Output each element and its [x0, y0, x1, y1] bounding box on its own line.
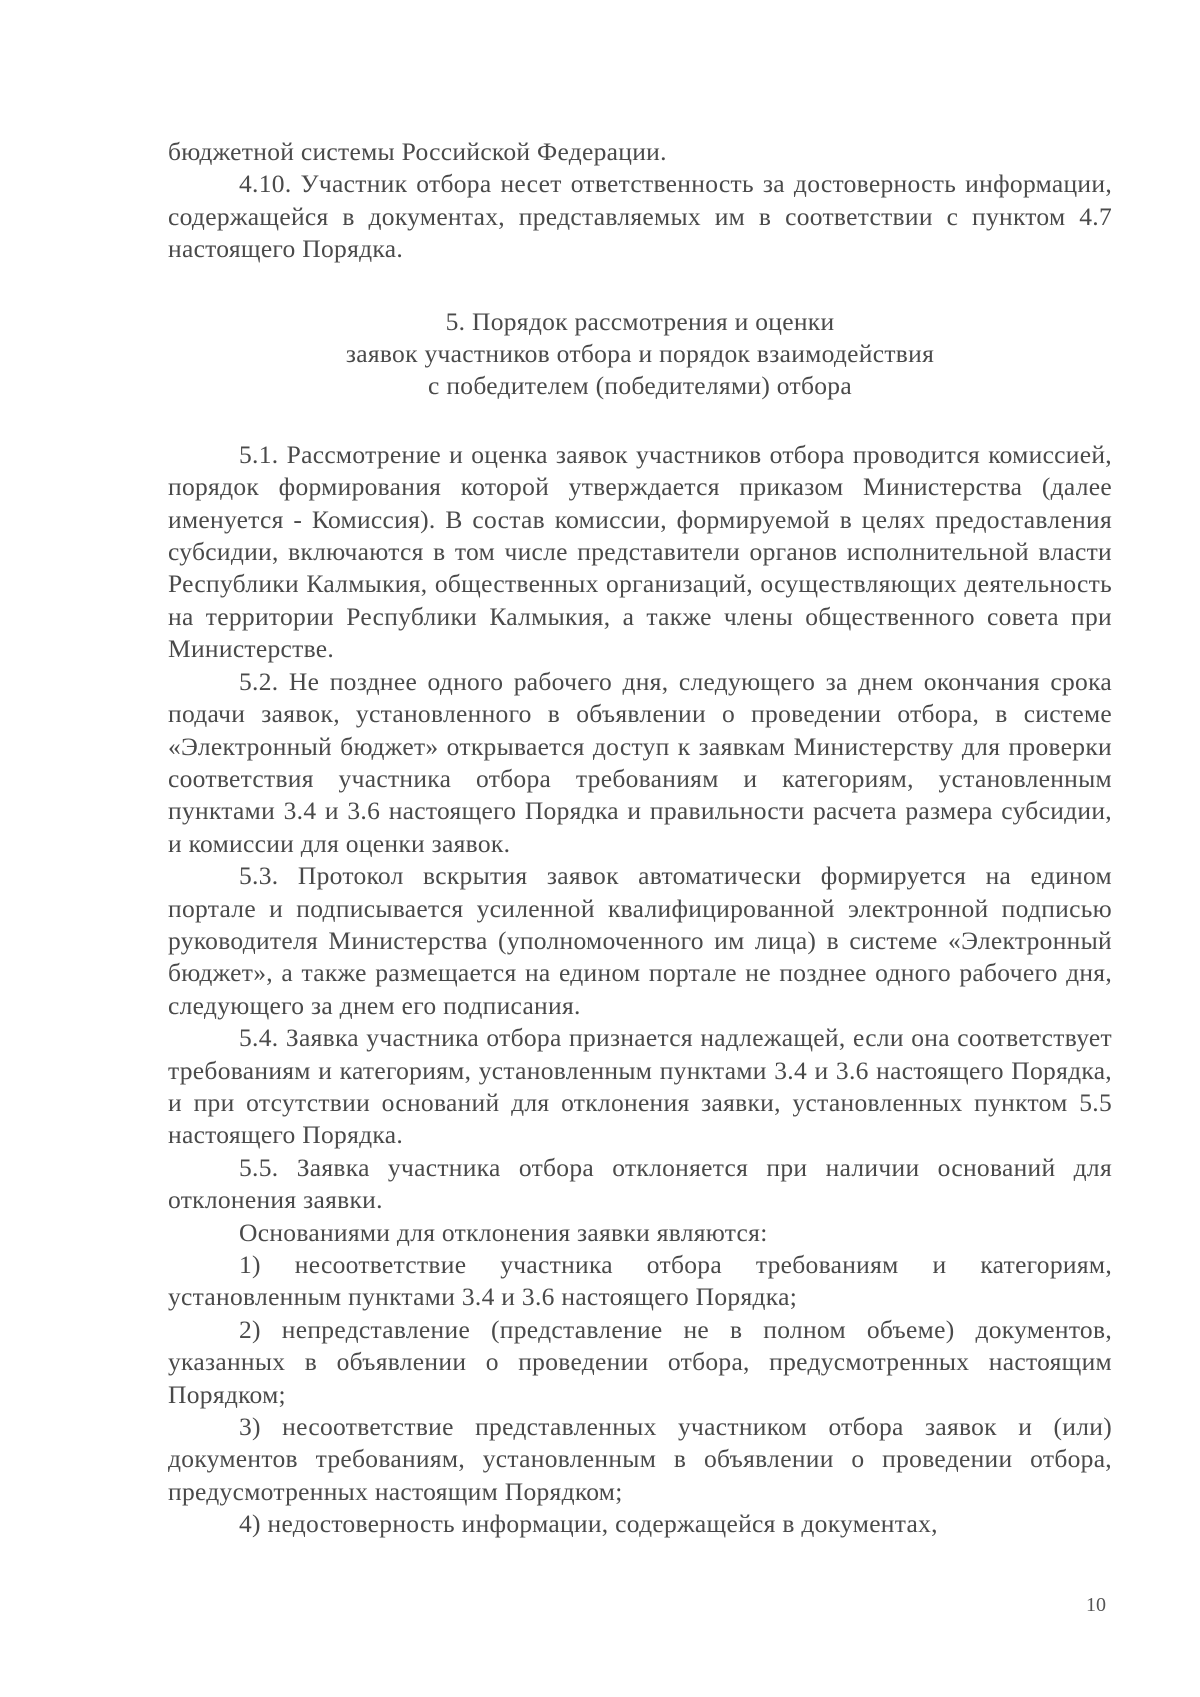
ground-item-4: 4) недостоверность информации, содержащейся в документах, [239, 1509, 938, 1539]
section-heading-line-2: заявок участников отбора и порядок взаимодействия [345, 339, 935, 369]
section-heading-line-1: 5. Порядок рассмотрения и оценки [445, 306, 835, 336]
paragraph-5-5: 5.5. Заявка участника отбора отклоняется при наличии оснований для отклонения заявки. [168, 1152, 1112, 1215]
page-number: 10 [1086, 1594, 1106, 1616]
paragraph-5-2: 5.2. Не позднее одного рабочего дня, следующего за днем окончания срока подачи заявок, установленного в объявлении о проведении отбора, в системе «Электронный бюджет» открывается доступ к заявкам Министерству для проверки соответствия участника отбора требованиям и категориям, установленным пунктами 3.4 и 3.6 настоящего Порядка и правильности расчета размера субсидии, и комиссии для оценки заявок. [168, 666, 1112, 858]
section-heading-line-3: с победителем (победителями) отбора [428, 371, 852, 401]
grounds-intro: Основаниями для отклонения заявки являются: [239, 1217, 768, 1247]
ground-item-2: 2) непредставление (представление не в полном объеме) документов, указанных в объявлении о проведении отбора, предусмотренных настоящим Порядком; [168, 1314, 1112, 1409]
paragraph-4-10: 4.10. Участник отбора несет ответственность за достоверность информации, содержащейся в документах, представляемых им в соответствии с пунктом 4.7 настоящего Порядка. [168, 169, 1112, 264]
document-body [168, 136, 1112, 1541]
paragraph-5-4: 5.4. Заявка участника отбора признается надлежащей, если она соответствует требованиям и категориям, установленным пунктами 3.4 и 3.6 настоящего Порядка, и при отсутствии оснований для отклонения заявки, установленных пунктом 5.5 настоящего Порядка. [168, 1023, 1112, 1150]
ground-item-1: 1) несоответствие участника отбора требованиям и категориям, установленным пунктами 3.4 и 3.6 настоящего Порядка; [168, 1250, 1112, 1312]
ground-item-3: 3) несоответствие представленных участником отбора заявок и (или) документов требованиям, установленным в объявлении о проведении отбора, предусмотренных настоящим Порядком; [168, 1412, 1112, 1506]
paragraph-continuation: бюджетной системы Российской Федерации. [168, 137, 667, 166]
section-heading [168, 306, 1112, 403]
paragraph-5-3: 5.3. Протокол вскрытия заявок автоматически формируется на едином портале и подписывается усиленной квалифицированной электронной подписью руководителя Министерства (уполномоченного им лица) в системе «Электронный бюджет», а также размещается на едином портале не позднее одного рабочего дня, следующего за днем его подписания. [168, 861, 1112, 1020]
paragraph-5-1: 5.1. Рассмотрение и оценка заявок участников отбора проводится комиссией, порядок формирования которой утверждается приказом Министерства (далее именуется - Комиссия). В состав комиссии, формируемой в целях предоставления субсидии, включаются в том числе представители органов исполнительной власти Республики Калмыкия, общественных организаций, осуществляющих деятельность на территории Республики Калмыкия, а также члены общественного совета при Министерстве. [168, 439, 1112, 664]
